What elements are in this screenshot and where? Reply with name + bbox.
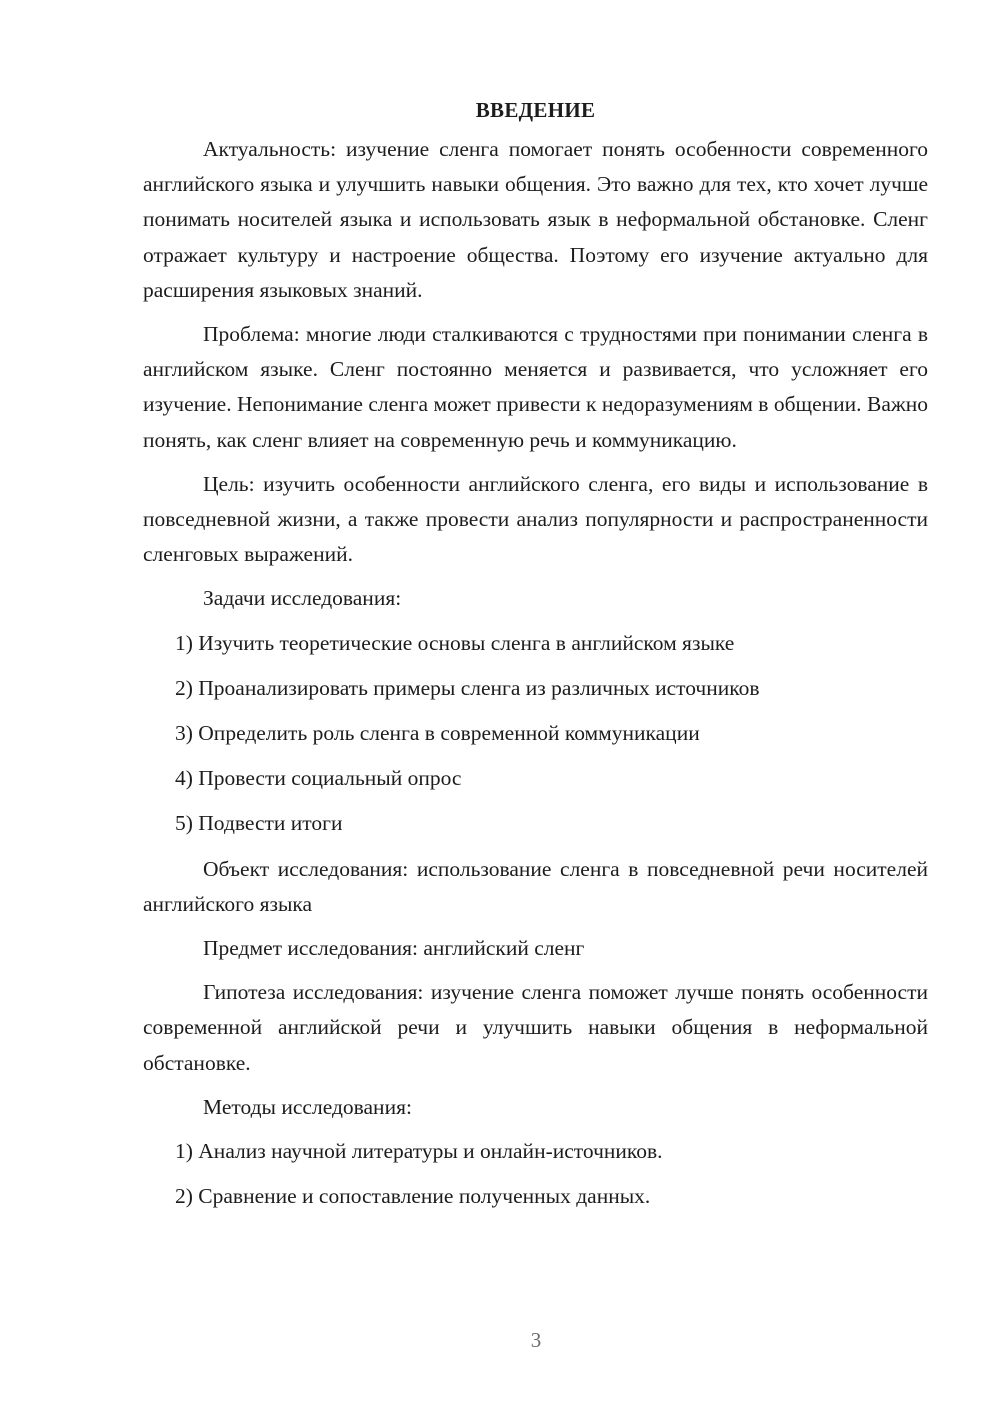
problem-paragraph: Проблема: многие люди сталкиваются с трудностями при понимании сленга в английском языке. Сленг постоянно меняется и развивается, что усложняет его изучение. Непонимание сленга может привести к недоразумениям в общении. Важно понять, как сленг влияет на современную речь и коммуникацию.	[143, 322, 928, 452]
page-number: 3	[530, 1328, 542, 1352]
object-paragraph: Объект исследования: использование сленга в повседневной речи носителей английского языка	[143, 856, 928, 916]
tasks-heading: Задачи исследования:	[203, 586, 402, 611]
task-item: 4) Провести социальный опрос	[175, 766, 462, 791]
goal-paragraph: Цель: изучить особенности английского сленга, его виды и использование в повседневной жизни, а также провести анализ популярности и распространенности сленговых выражений.	[143, 471, 928, 567]
task-item: 2) Проанализировать примеры сленга из различных источников	[175, 675, 760, 700]
method-item: 1) Анализ научной литературы и онлайн-источников.	[175, 1139, 663, 1164]
task-item: 5) Подвести итоги	[175, 811, 343, 836]
section-title: ВВЕДЕНИЕ	[475, 98, 596, 122]
method-item: 2) Сравнение и сопоставление полученных данных.	[175, 1184, 651, 1209]
task-item: 1) Изучить теоретические основы сленга в английском языке	[175, 630, 735, 655]
hypothesis-paragraph: Гипотеза исследования: изучение сленга поможет лучше понять особенности современной английской речи и улучшить навыки общения в неформальной обстановке.	[143, 980, 928, 1075]
task-item: 3) Определить роль сленга в современной коммуникации	[175, 721, 700, 746]
relevance-paragraph: Актуальность: изучение сленга помогает понять особенности современного английского языка и улучшить навыки общения. Это важно для тех, кто хочет лучше понимать носителей языка и использовать язык в неформальной обстановке. Сленг отражает культуру и настроение общества. Поэтому его изучение актуально для расширения языковых знаний.	[143, 137, 928, 302]
document-page	[143, 92, 928, 1224]
subject-paragraph: Предмет исследования: английский сленг	[203, 936, 585, 961]
methods-heading: Методы исследования:	[203, 1094, 412, 1119]
